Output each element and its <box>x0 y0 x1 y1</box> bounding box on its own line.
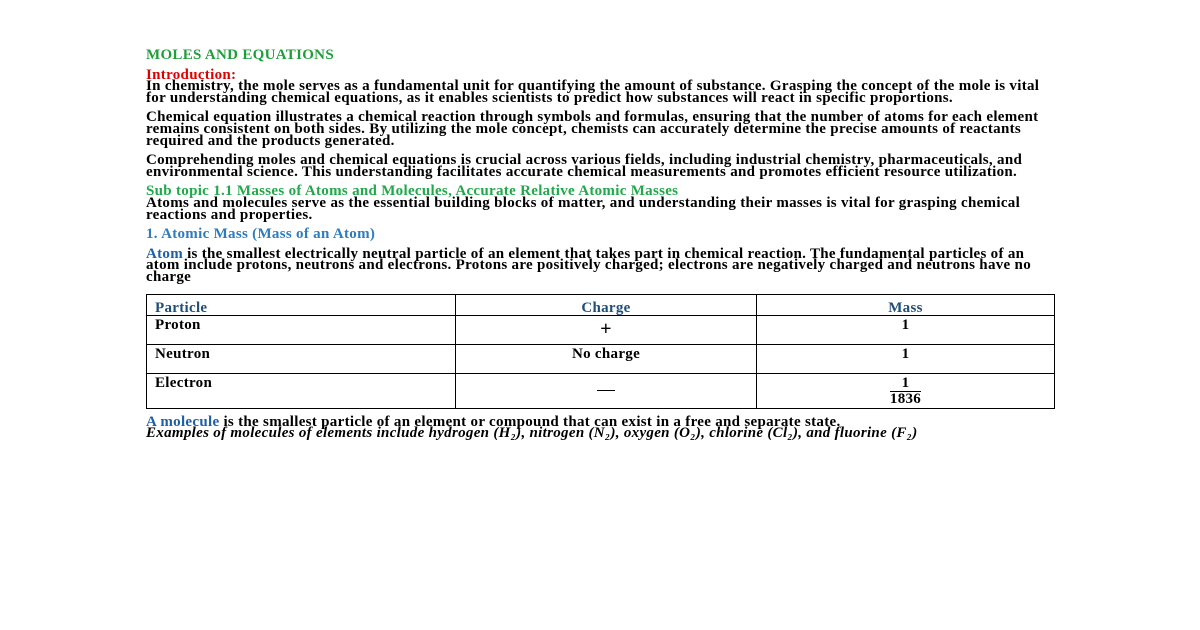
intro-paragraph-3: Comprehending moles and chemical equations is crucial across various fields, including industrial chemistry, pharmaceuticals, and environmental science. This understanding facilitates accurate chemical measurements and promotes efficient resource utilization. <box>146 152 1023 180</box>
cell-charge <box>456 373 757 408</box>
fraction-numerator: 1 <box>890 378 921 393</box>
table-row <box>147 315 1055 344</box>
molecule-definition-text: is the smallest particle of an element or compound that can exist in a free and separate state. <box>219 413 841 430</box>
header-mass: Mass <box>757 294 1055 315</box>
cell-charge: No charge <box>456 344 757 373</box>
atom-term: Atom <box>146 245 184 262</box>
subtopic-text: Atoms and molecules serve as the essential building blocks of matter, and understanding their masses is vital for grasping chemical reactions and properties. <box>146 194 1021 223</box>
document-title: MOLES AND EQUATIONS <box>146 47 334 63</box>
fraction-denominator: 1836 <box>889 391 922 408</box>
cell-particle: Proton <box>147 315 456 344</box>
minus-sign <box>597 390 615 391</box>
cell-mass: 1 <box>757 344 1055 373</box>
intro-paragraph-2: Chemical equation illustrates a chemical reaction through symbols and formulas, ensuring that the number of atoms for each element remains consistent on both sides. By utilizing the mole concept, chemists can accurately determine the precise amounts of reactants required and the products generated. <box>146 109 1039 149</box>
particle-table <box>146 294 1055 409</box>
table-row <box>147 344 1055 373</box>
cell-mass: 1 <box>757 315 1055 344</box>
table-header-row <box>147 294 1055 315</box>
cell-particle: Neutron <box>147 344 456 373</box>
section-heading-atomic-mass: 1. Atomic Mass (Mass of an Atom) <box>146 226 376 243</box>
subtopic-heading: Sub topic 1.1 Masses of Atoms and Molecules, Accurate Relative Atomic Masses <box>146 183 679 200</box>
document-page <box>146 47 1056 442</box>
table-row <box>147 373 1055 408</box>
molecule-examples: Examples of molecules of elements include hydrogen (H₂), nitrogen (N₂), oxygen (O₂), chlorine (Cl₂), and fluorine (F₂) <box>146 425 918 442</box>
cell-particle: Electron <box>147 373 456 408</box>
atom-definition-text: is the smallest electrically neutral particle of an element that takes part in chemical reaction. The fundamental particles of an atom include protons, neutrons and electrons. Protons are positively charged; electrons are negatively charged and neutrons have no charge <box>146 245 1031 285</box>
intro-paragraph-1: In chemistry, the mole serves as a fundamental unit for quantifying the amount of substance. Grasping the concept of the mole is vital for understanding chemical equations, as it enables scientists to predict how substances will react in specific proportions. <box>146 78 1040 106</box>
plus-sign: + <box>600 317 612 340</box>
header-particle: Particle <box>147 294 456 315</box>
cell-mass <box>757 373 1055 408</box>
mass-fraction <box>889 374 922 408</box>
molecule-term: A molecule <box>146 413 220 430</box>
cell-charge <box>456 315 757 344</box>
atom-definition <box>146 245 1056 285</box>
introduction-heading: Introduction: <box>146 66 237 83</box>
header-charge: Charge <box>456 294 757 315</box>
